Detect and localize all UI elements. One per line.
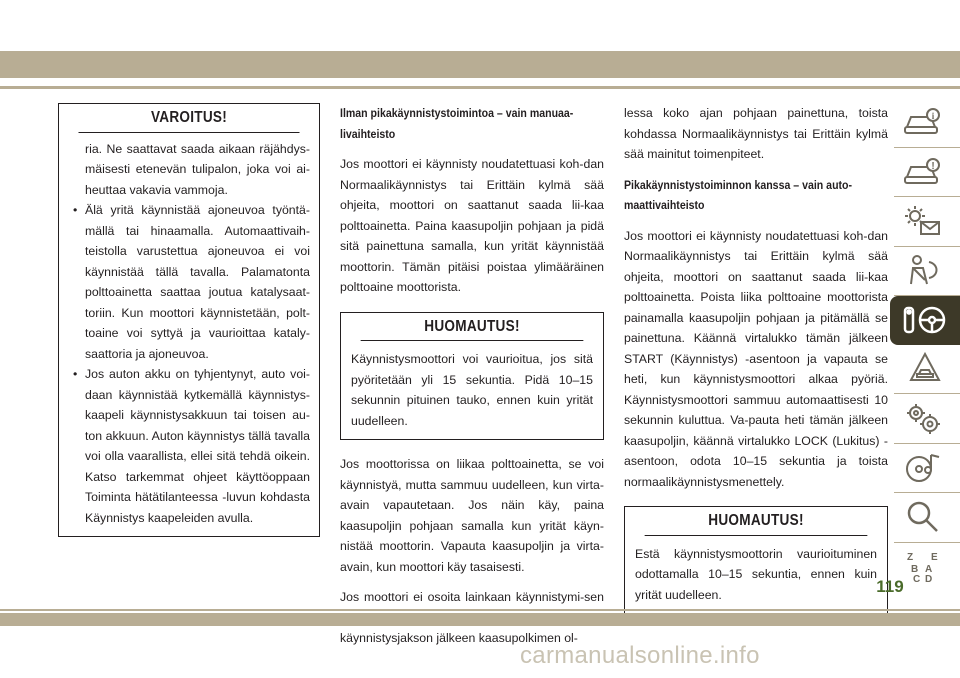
tab-hazard[interactable]: [894, 345, 952, 394]
tab-maintenance[interactable]: [894, 394, 952, 443]
note-box: [340, 312, 604, 441]
car-info-icon: [903, 105, 943, 139]
warning-body: [59, 133, 319, 537]
car-warning-icon: [903, 155, 943, 189]
warning-lead: ria. Ne saattavat saada aikaan räjähdys-mäisesti etenevän tulipalon, joka voi ai-heuttaa vakavia vammoja.: [85, 141, 310, 197]
column-2: [340, 103, 604, 659]
svg-text:i: i: [931, 111, 935, 122]
warning-bullet-2: • Jos auton akku on tyhjentynyt, auto voi-daan käynnistää kytkemällä käynnistys-kaapeli käynnistysakkuun tai toisen au-ton akkuun. Auton käynnistys tällä tavalla voi olla vaarallista, ellei sitä tehdä oikein. Katso tarkemmat ohjeet käyttöoppaan Toiminta hätätilanteessa -luvun kohdasta Käynnistys kaapeleiden avulla.: [71, 364, 310, 528]
warning-title: VAROITUS!: [79, 104, 300, 133]
tab-lights-message[interactable]: [894, 197, 952, 246]
top-rule: [0, 86, 960, 89]
note-box: [624, 506, 888, 614]
search-index-icon: [903, 500, 943, 534]
seatbelt-airbag-icon: [903, 254, 943, 288]
section-heading-manual: Ilman pikakäynnistystoimintoa – vain manuaa-livaihteisto: [340, 106, 574, 141]
svg-text:B: B: [911, 563, 919, 575]
section-heading-automatic: Pikakäynnistystoiminnon kanssa – vain auto-maattivaihteisto: [624, 177, 853, 212]
svg-text:Z: Z: [907, 551, 914, 563]
paragraph: Jos moottori ei käynnisty noudatettuasi koh-dan Normaalikäynnistys tai Erittäin kylmä sää ohjeita, moottori on saattanut saada lii-kaa polttoainetta. Paina kaasupoljin pohjaan ja pidä sitä painettuna samalla, kun yrität käynnistää moottorin. Tämän pitäisi poistaa ylimääräinen polttoaine moottorista.: [340, 157, 604, 294]
key-steering-wheel-icon: [902, 300, 948, 340]
warning-bullet-1: • Älä yritä käynnistää ajoneuvoa työntä-mällä tai hinaamalla. Automaattivaih-teistolla varustettua ajoneuvoa ei voi käynnistää tällä tavalla. Palamatonta polttoainetta saattaa joutua katalysaat-toriin. Kun moottori käynnistetään, polt-toaine voi syttyä ja vaurioittaa kataly-saattoria ja ajoneuvoa.: [71, 200, 310, 364]
svg-text:!: !: [931, 160, 935, 172]
gears-maintenance-icon: [903, 401, 943, 435]
column-3: [624, 103, 888, 628]
paragraph: lessa koko ajan pohjaan painettuna, toista kohdassa Normaalikäynnistys tai Erittäin kylmä sää mainitut toimenpiteet.: [624, 106, 888, 161]
paragraph: Jos moottori ei käynnisty noudatettuasi koh-dan Normaalikäynnistys tai Erittäin kylmä sää ohjeita, moottori on saattanut saada lii-kaa polttoainetta. Poista liika polttoaine moottorista painamalla kaasupoljin pohjaan ja pitämällä se painettuna. Käännä virtalukko tämän jälkeen START (Käynnistys) -asentoon ja vapauta se heti, kun käynnistysmoottori alkaa pyöriä. Käynnistysmoottori sammuu automaattisesti 10 sekunnin kuluttua. Va-pauta heti tämän jälkeen kaasupoljin, käännä virtalukko LOCK (Lukitus) -asentoon, odota 10–15 sekuntia ja toista normaalikäynnistysmenettely.: [624, 228, 888, 489]
tab-car-info[interactable]: [894, 98, 952, 147]
top-band: [0, 51, 960, 78]
note-body: Käynnistysmoottori voi vaurioitua, jos sitä pyöritetään yli 15 sekuntia. Pidä 10–15 sekunnin pituinen tauko, ennen kuin yrität uudelleen.: [351, 352, 593, 428]
tab-multimedia[interactable]: [894, 444, 952, 493]
svg-text:D: D: [925, 573, 933, 584]
bottom-band: [0, 613, 960, 626]
media-music-icon: [903, 451, 943, 485]
warning-box: [58, 103, 320, 537]
page-number: 119: [876, 577, 904, 596]
svg-text:A: A: [925, 563, 933, 575]
bottom-rule: [0, 609, 960, 611]
chapter-tabs: [890, 98, 960, 591]
tab-starting-driving[interactable]: [890, 296, 960, 345]
lights-message-icon: [903, 204, 943, 238]
svg-text:C: C: [913, 573, 921, 584]
note-body: Estä käynnistysmoottorin vaurioituminen odottamalla 10–15 sekuntia, ennen kuin yrität uudelleen.: [635, 546, 877, 602]
hazard-car-icon: [903, 352, 943, 386]
tab-car-warning[interactable]: [894, 148, 952, 197]
column-1: [58, 103, 320, 537]
watermark: carmanualsonline.info: [520, 642, 760, 669]
paragraph: Jos moottorissa on liikaa polttoainetta, se voi käynnistyä, mutta sammuu uudelleen, kun virta-avain vapautetaan. Jos näin käy, paina kaasupoljin pohjaan samalla kun yrität käyn-nistää moottorin. Vapauta kaasupoljin ja virta-avain, kun moottori käy tasaisesti.: [340, 457, 604, 574]
tab-seatbelt-airbag[interactable]: [894, 247, 952, 296]
tab-search[interactable]: [894, 493, 952, 542]
paragraph: Jos moottori ei osoita lainkaan käynnistymi-sen käynnistysjakson jälkeen kaasupolkimen ol-: [340, 590, 604, 645]
note-title: HUOMAUTUS!: [645, 507, 868, 536]
svg-text:E: E: [931, 551, 938, 563]
note-title: HUOMAUTUS!: [361, 313, 584, 342]
